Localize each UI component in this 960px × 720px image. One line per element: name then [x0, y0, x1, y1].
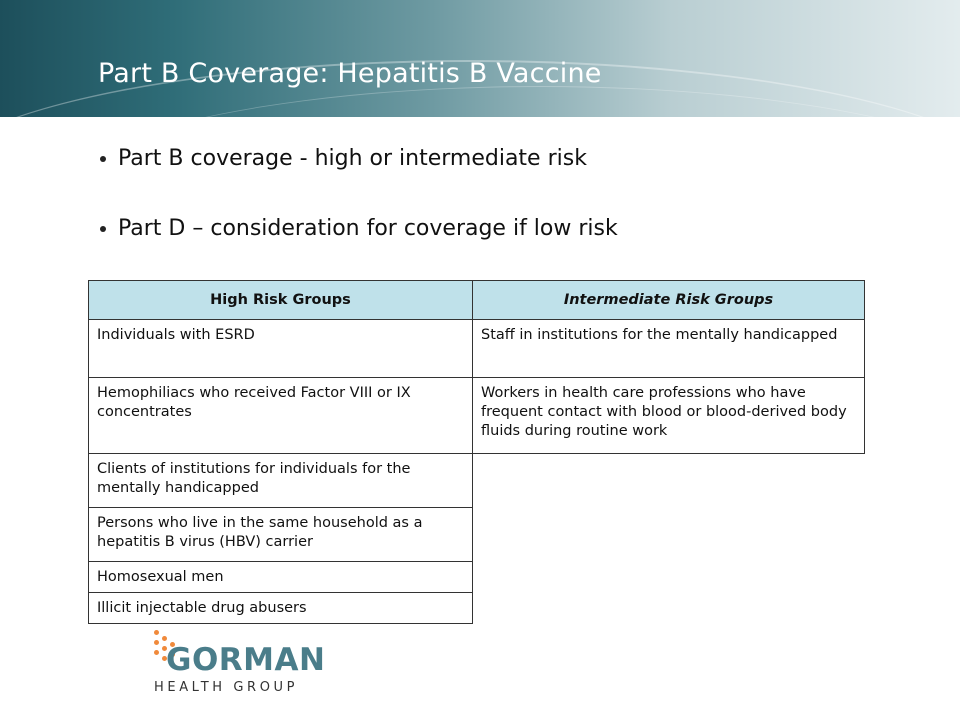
column-header-high-risk: High Risk Groups: [89, 281, 473, 320]
table-cell-empty: [473, 593, 865, 624]
table-cell: Clients of institutions for individuals for the mentally handicapped: [89, 454, 473, 508]
company-logo: [152, 630, 326, 702]
table-cell: Persons who live in the same household as a hepatitis B virus (HBV) carrier: [89, 508, 473, 562]
risk-groups-table: [88, 280, 865, 624]
table-cell-empty: [473, 454, 865, 508]
table-cell: Individuals with ESRD: [89, 320, 473, 378]
table-cell-empty: [473, 508, 865, 562]
table-cell: Workers in health care professions who have frequent contact with blood or blood-derived body fluids during routine work: [473, 378, 865, 454]
bullet-item: [98, 210, 898, 248]
table-cell: Homosexual men: [89, 562, 473, 593]
bullet-item: [98, 140, 898, 178]
table-cell: Illicit injectable drug abusers: [89, 593, 473, 624]
table-row: [89, 562, 865, 593]
table-cell: Hemophiliacs who received Factor VIII or IX concentrates: [89, 378, 473, 454]
bullet-icon: [100, 156, 106, 162]
bullet-text: Part D – consideration for coverage if low risk: [118, 216, 618, 241]
column-header-intermediate-risk: Intermediate Risk Groups: [473, 281, 865, 320]
table-cell-empty: [473, 562, 865, 593]
table-cell: Staff in institutions for the mentally handicapped: [473, 320, 865, 378]
table-row: [89, 593, 865, 624]
bullet-list: [98, 140, 898, 280]
table-header-row: [89, 281, 865, 320]
logo-tagline: HEALTH GROUP: [154, 680, 299, 695]
table-row: [89, 320, 865, 378]
table-row: [89, 378, 865, 454]
slide-title: Part B Coverage: Hepatitis B Vaccine: [98, 58, 602, 89]
table-row: [89, 508, 865, 562]
bullet-text: Part B coverage - high or intermediate risk: [118, 146, 587, 171]
bullet-icon: [100, 226, 106, 232]
logo-wordmark: GORMAN: [166, 642, 326, 678]
banner-divider: [0, 117, 960, 119]
table-row: [89, 454, 865, 508]
